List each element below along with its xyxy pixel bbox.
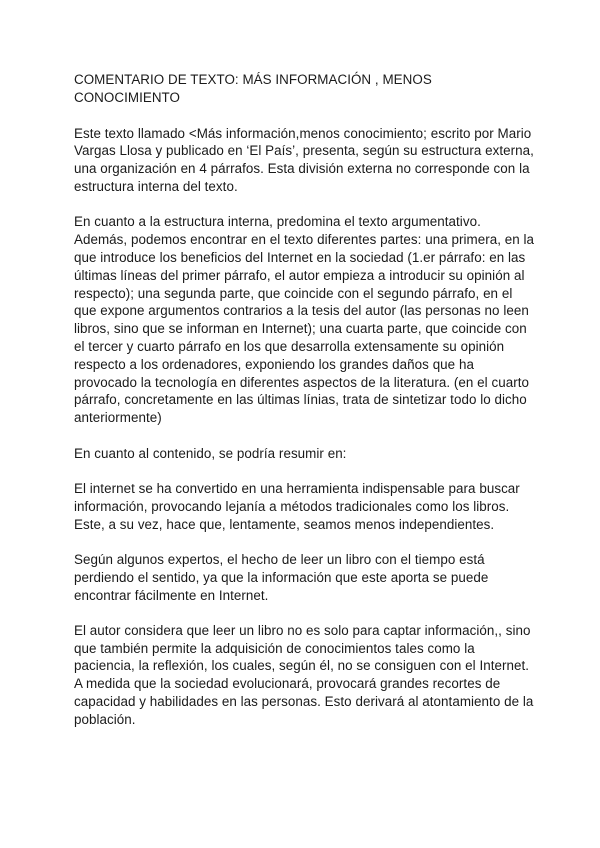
paragraph-intro: Este texto llamado <Más información,menos conocimiento; escrito por Mario Vargas Llosa y publicado en ‘El País’, presenta, según su estructura externa, una organización en 4 párrafos. Esta división externa no corresponde con la estructura interna del texto.	[74, 125, 534, 194]
paragraph-structure: En cuanto a la estructura interna, predomina el texto argumentativo. Además, podemos encontrar en el texto diferentes partes: una primera, en la que introduce los beneficios del Internet en la sociedad (1.er párrafo: en las últimas líneas del primer párrafo, el autor empieza a introducir su opinión al respecto); una segunda parte, que coincide con el segundo párrafo, en el que expone argumentos contrarios a la tesis del autor (las personas no leen libros, sino que se informan en Internet); una cuarta parte, que coincide con el tercer y cuarto párrafo en los que desarrolla extensamente su opinión respecto a los ordenadores, exponiendo los grandes daños que ha provocado la tecnología en diferentes aspectos de la literatura. (en el cuarto párrafo, concretamente en las últimas línias, trata de sintetizar todo lo dicho anteriormente)	[74, 214, 535, 426]
paragraph-content-intro: En cuanto al contenido, se podría resumir en:	[74, 445, 347, 461]
document-body	[74, 71, 536, 746]
paragraph-summary-2: Según algunos expertos, el hecho de leer un libro con el tiempo está perdiendo el sentido, ya que la información que este aporta se puede encontrar fácilmente en Internet.	[74, 551, 489, 603]
paragraph-summary-3: El autor considera que leer un libro no es solo para captar información,, sino que también permite la adquisición de conocimientos tales como la paciencia, la reflexión, los cuales, según él, no se consiguen con el Internet. A medida que la sociedad evolucionará, provocará grandes recortes de capacidad y habilidades en las personas. Esto derivará al atontamiento de la población.	[74, 622, 534, 727]
document-title: COMENTARIO DE TEXTO: MÁS INFORMACIÓN , MENOS CONOCIMIENTO	[74, 72, 432, 105]
paragraph-summary-1: El internet se ha convertido en una herramienta indispensable para buscar información, provocando lejanía a métodos tradicionales como los libros. Este, a su vez, hace que, lentamente, seamos menos independientes.	[74, 480, 520, 532]
